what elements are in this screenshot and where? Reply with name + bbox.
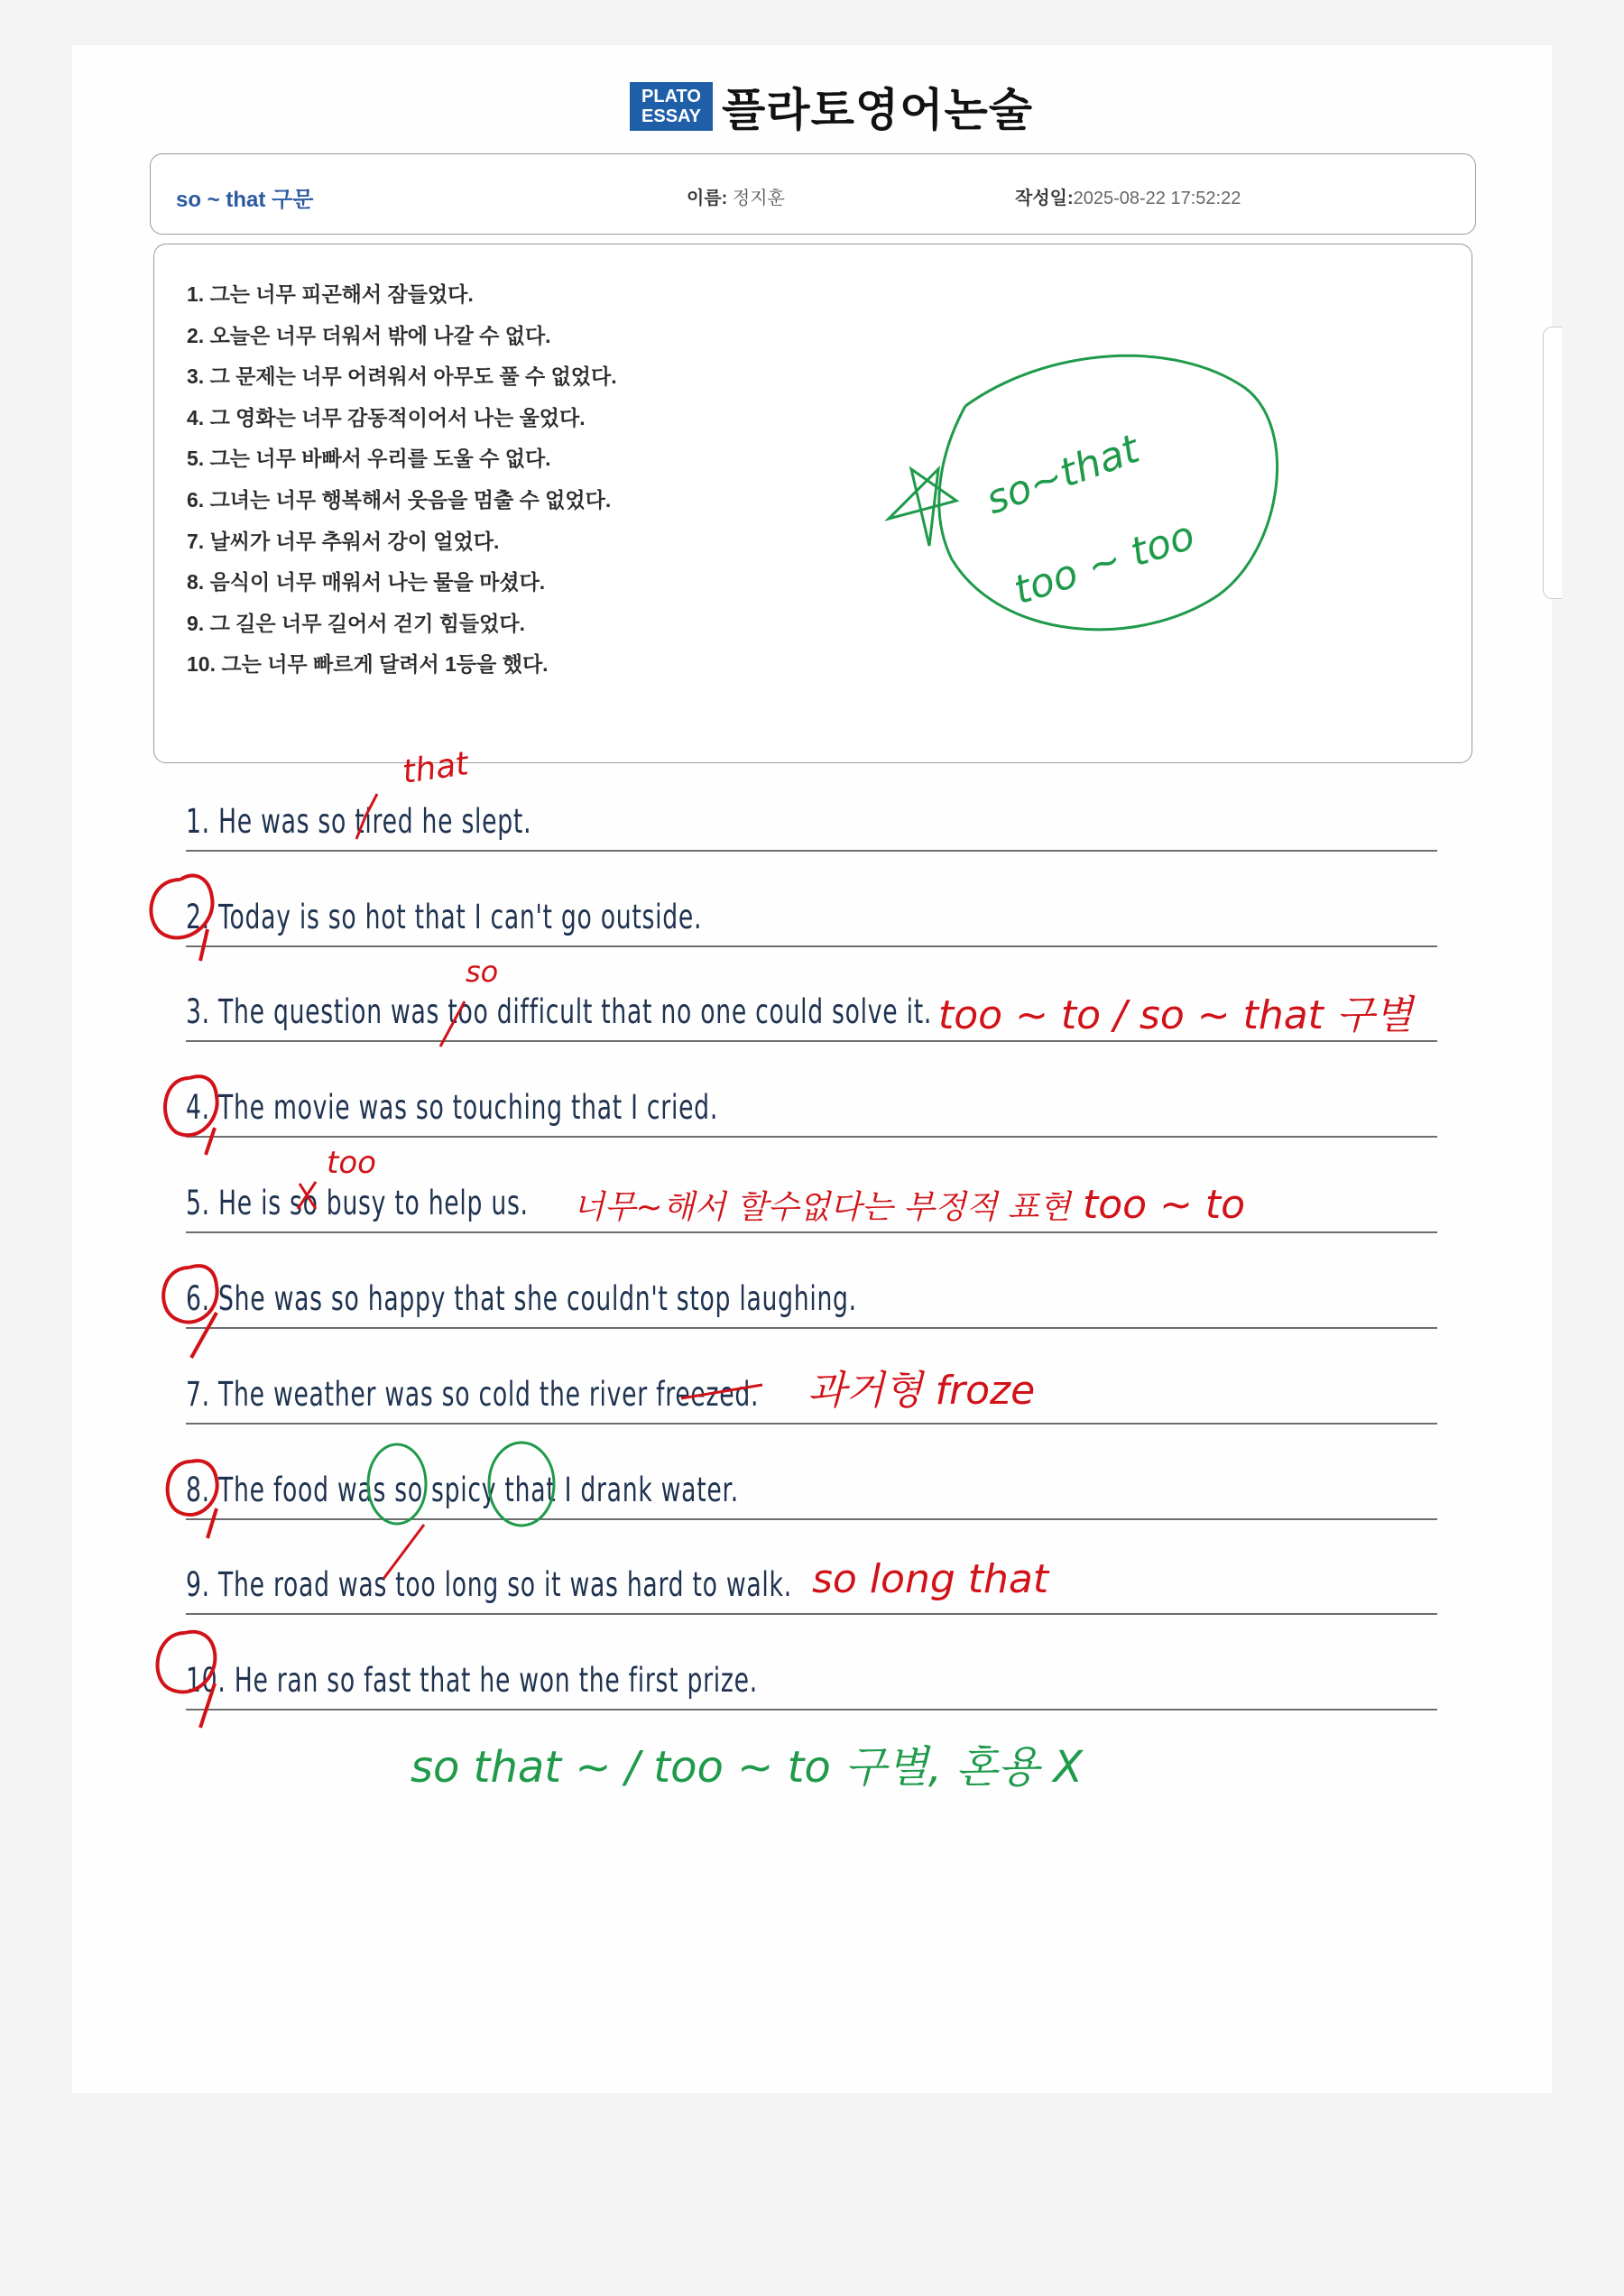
question-list [187,281,617,692]
row5-note: 너무~해서 할수없다는 부정적 표현 [573,1189,1071,1226]
row5-note2: too ~ to [1083,1182,1246,1228]
answer-row [186,1044,1437,1138]
question-item: 10. 그는 너무 빠르게 달려서 1등을 했다. [187,652,549,677]
answer-row [186,1521,1437,1615]
answer-text: 2. Today is so hot that I can't go outside. [186,898,703,936]
logo-badge-line2: ESSAY [641,106,701,126]
question-item: 5. 그는 너무 바빠서 우리를 도울 수 없다. [187,447,551,471]
answer-text: 6. She was so happy that she couldn't stop laughing. [186,1279,857,1318]
side-panel-handle[interactable] [1543,327,1562,599]
answer-row [186,1617,1437,1710]
row9-note: so long that [812,1556,1049,1602]
created-date [1015,183,1241,209]
answer-rule [186,1327,1437,1329]
question-item: 3. 그 문제는 너무 어려워서 아무도 풀 수 없었다. [187,364,617,389]
row3-insert: so [466,954,499,989]
plato-essay-logo [630,74,1033,139]
bottom-note: so that ~ / too ~ to 구별, 혼용 X [411,1742,1084,1793]
answer-row [186,1139,1437,1233]
note-line1: so~that [980,426,1146,524]
worksheet-header [150,153,1476,235]
question-item: 9. 그 길은 너무 길어서 걷기 힘들었다. [187,611,525,635]
answer-text: 7. The weather was so cold the river freezed. [186,1375,760,1414]
answer-text: 9. The road was too long so it was hard to walk. [186,1565,792,1604]
question-item: 7. 날씨가 너무 추워서 강이 얼었다. [187,529,500,553]
answer-row [186,1235,1437,1329]
date-value: 2025-08-22 17:52:22 [1073,189,1241,208]
row5-insert: too [327,1145,376,1181]
logo-badge-line1: PLATO [641,87,701,106]
answer-rule [186,850,1437,852]
name-value: 정지훈 [732,189,785,208]
row7-note: 과거형 froze [807,1368,1036,1414]
answer-rule [186,1709,1437,1710]
answer-text: 1. He was so tired he slept. [186,802,532,841]
answer-rule [186,1518,1437,1520]
worksheet-title: so ~ that 구문 [176,188,314,212]
answer-rule [186,1613,1437,1615]
answer-rule [186,1423,1437,1425]
row3-note: too ~ to / so ~ that 구별 [938,992,1413,1038]
question-item: 1. 그는 너무 피곤해서 잠들었다. [187,282,474,306]
answer-row [186,853,1437,947]
logo-badge [630,82,713,131]
answer-row [186,1426,1437,1520]
student-name [687,183,785,209]
answer-text: 5. He is so busy to help us. [186,1184,529,1222]
question-item: 8. 음식이 너무 매워서 나는 물을 마셨다. [187,570,546,595]
question-box [153,244,1472,763]
name-label: 이름: [687,189,728,208]
answer-text: 4. The movie was so touching that I cried. [186,1088,719,1127]
question-item: 4. 그 영화는 너무 감동적이어서 나는 울었다. [187,405,586,429]
note-line2: too ~ too [1008,512,1201,614]
logo-name: 플라토영어논술 [722,85,1034,135]
answer-rule [186,945,1437,947]
answer-text: 10. He ran so fast that he won the first prize. [186,1661,758,1700]
answer-rule [186,1136,1437,1138]
answer-rule [186,1040,1437,1042]
row1-insert: that [400,745,471,791]
date-label: 작성일: [1015,189,1074,208]
answer-text: 8. The food was so spicy that I drank water. [186,1471,739,1509]
question-item: 6. 그녀는 너무 행복해서 웃음을 멈출 수 없었다. [187,487,612,512]
answer-row [186,1331,1437,1425]
answer-rule [186,1231,1437,1233]
answer-row [186,758,1437,852]
question-item: 2. 오늘은 너무 더워서 밖에 나갈 수 없다. [187,323,551,347]
answer-row [186,948,1437,1042]
answer-text: 3. The question was too difficult that no one could solve it. [186,992,933,1031]
